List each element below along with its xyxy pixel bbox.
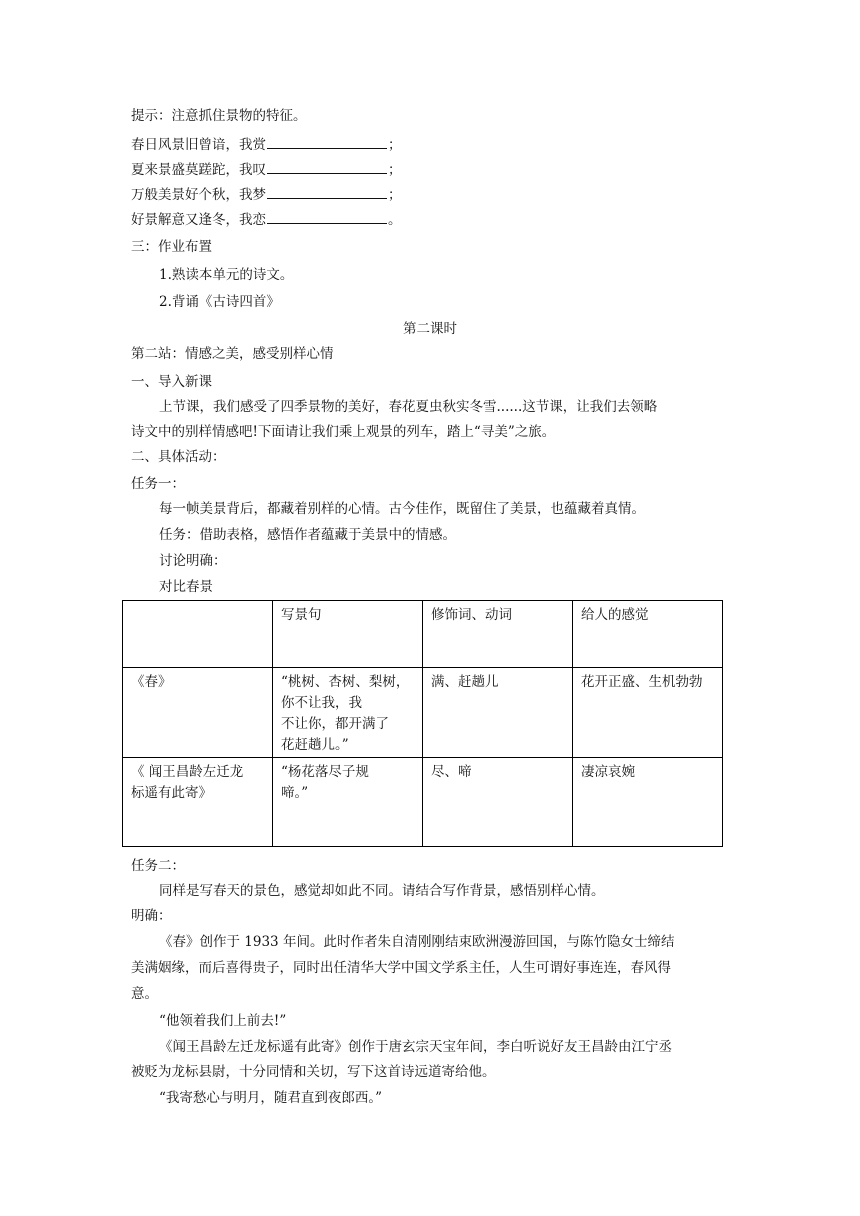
table-cell-sentence: [273, 758, 423, 847]
table-cell-words: 尽、啼: [423, 758, 573, 847]
table-cell-title: [123, 668, 273, 758]
intro-heading: 一、导入新课: [131, 374, 212, 390]
table-header-cell: [123, 601, 273, 668]
intro-paragraph-line: 上节课，我们感受了四季景物的美好，春花夏虫秋实冬雪......这节课，让我们去领略: [159, 399, 658, 415]
table-cell-sentence: [273, 668, 423, 758]
table-header-cell: 修饰词、动词: [423, 601, 573, 668]
answer-blank[interactable]: [267, 135, 387, 149]
discussion-label: 讨论明确：: [159, 553, 227, 569]
fill-line-text: 春日风景旧曾谙，我赏: [131, 137, 266, 153]
fill-line-text: 夏来景盛莫蹉跎，我叹: [131, 162, 266, 178]
fill-line-end: ；: [388, 187, 402, 203]
fill-line: [131, 210, 402, 229]
task1-heading: 任务一：: [131, 476, 185, 492]
sentence-line: 啼。”: [281, 785, 309, 801]
hint-line: 提示：注意抓住景物的特征。: [131, 108, 307, 124]
table-header-cell: 写景句: [273, 601, 423, 668]
table-header-cell: 给人的感觉: [573, 601, 723, 668]
table-row: [123, 758, 723, 847]
task2-heading: 任务二：: [131, 858, 185, 874]
comparison-table: [122, 600, 723, 847]
answer-blank[interactable]: [267, 210, 387, 224]
station-heading: 第二站：情感之美，感受别样心情: [131, 346, 334, 362]
activities-heading: 二、具体活动：: [131, 449, 226, 465]
table-header-row: [123, 601, 723, 668]
intro-paragraph-line: 诗文中的别样情感吧!下面请让我们乘上观景的列车，踏上“寻美”之旅。: [131, 424, 556, 440]
task1-paragraph: 每一帧美景背后，都藏着别样的心情。古今佳作，既留住了美景，也蕴藏着真情。: [159, 501, 645, 517]
fill-line: [131, 160, 402, 179]
table-row: [123, 668, 723, 758]
background-paragraph-line: 被贬为龙标县尉，十分同情和关切，写下这首诗远道寄给他。: [131, 1064, 496, 1080]
background-paragraph-line: 美满姻缘，而后喜得贵子，同时出任清华大学中国文学系主任，人生可谓好事连连，春风得: [131, 960, 671, 976]
sentence-line: 花赶趟儿。”: [281, 737, 349, 753]
table-cell-title: [123, 758, 273, 847]
fill-line: [131, 135, 402, 154]
task2-paragraph: 同样是写春天的景色，感觉却如此不同。请结合写作背景，感悟别样心情。: [159, 883, 605, 899]
table-cell-words: 满、赶趟儿: [423, 668, 573, 758]
sentence-line: “桃树、杏树、梨树，: [281, 674, 410, 690]
fill-line-text: 万般美景好个秋，我梦: [131, 187, 266, 203]
homework-item: 1.熟读本单元的诗文。: [159, 267, 294, 283]
background-paragraph-line: 《春》创作于 1933 年间。此时作者朱自清刚刚结束欧洲漫游回国，与陈竹隐女士缔结: [159, 934, 675, 950]
poem-title-line: 标遥有此寄》: [131, 785, 212, 801]
fill-line-end: ；: [388, 162, 402, 178]
quote-line: “我寄愁心与明月，随君直到夜郎西。”: [159, 1090, 383, 1106]
background-paragraph-line: 《闻王昌龄左迁龙标遥有此寄》创作于唐玄宗天宝年间，李白听说好友王昌龄由江宁丞: [159, 1039, 672, 1055]
answer-blank[interactable]: [267, 160, 387, 174]
table-cell-feeling: 花开正盛、生机勃勃: [573, 668, 723, 758]
quote-line: “他领着我们上前去!”: [159, 1013, 287, 1029]
sentence-line: “杨花落尽子规: [281, 764, 369, 780]
clarify-label: 明确：: [131, 908, 172, 924]
homework-item: 2.背诵《古诗四首》: [159, 294, 280, 310]
fill-line: [131, 185, 402, 204]
sentence-line: 不让你，都开满了: [281, 716, 389, 732]
background-paragraph-line: 意。: [131, 986, 158, 1002]
fill-line-end: ；: [388, 137, 402, 153]
fill-line-end: 。: [388, 212, 402, 228]
sentence-line: 你不让我，我: [281, 695, 362, 711]
lesson-title: 第二课时: [403, 321, 457, 337]
poem-title-line: 《 闻王昌龄左迁龙: [131, 764, 244, 780]
table-caption: 对比春景: [159, 579, 213, 595]
answer-blank[interactable]: [267, 185, 387, 199]
task1-instruction: 任务：借助表格，感悟作者蕴藏于美景中的情感。: [159, 527, 456, 543]
table-cell-feeling: 凄凉哀婉: [573, 758, 723, 847]
homework-heading: 三：作业布置: [131, 239, 212, 255]
poem-title: 《春》: [131, 674, 172, 690]
fill-line-text: 好景解意又逢冬，我恋: [131, 212, 266, 228]
